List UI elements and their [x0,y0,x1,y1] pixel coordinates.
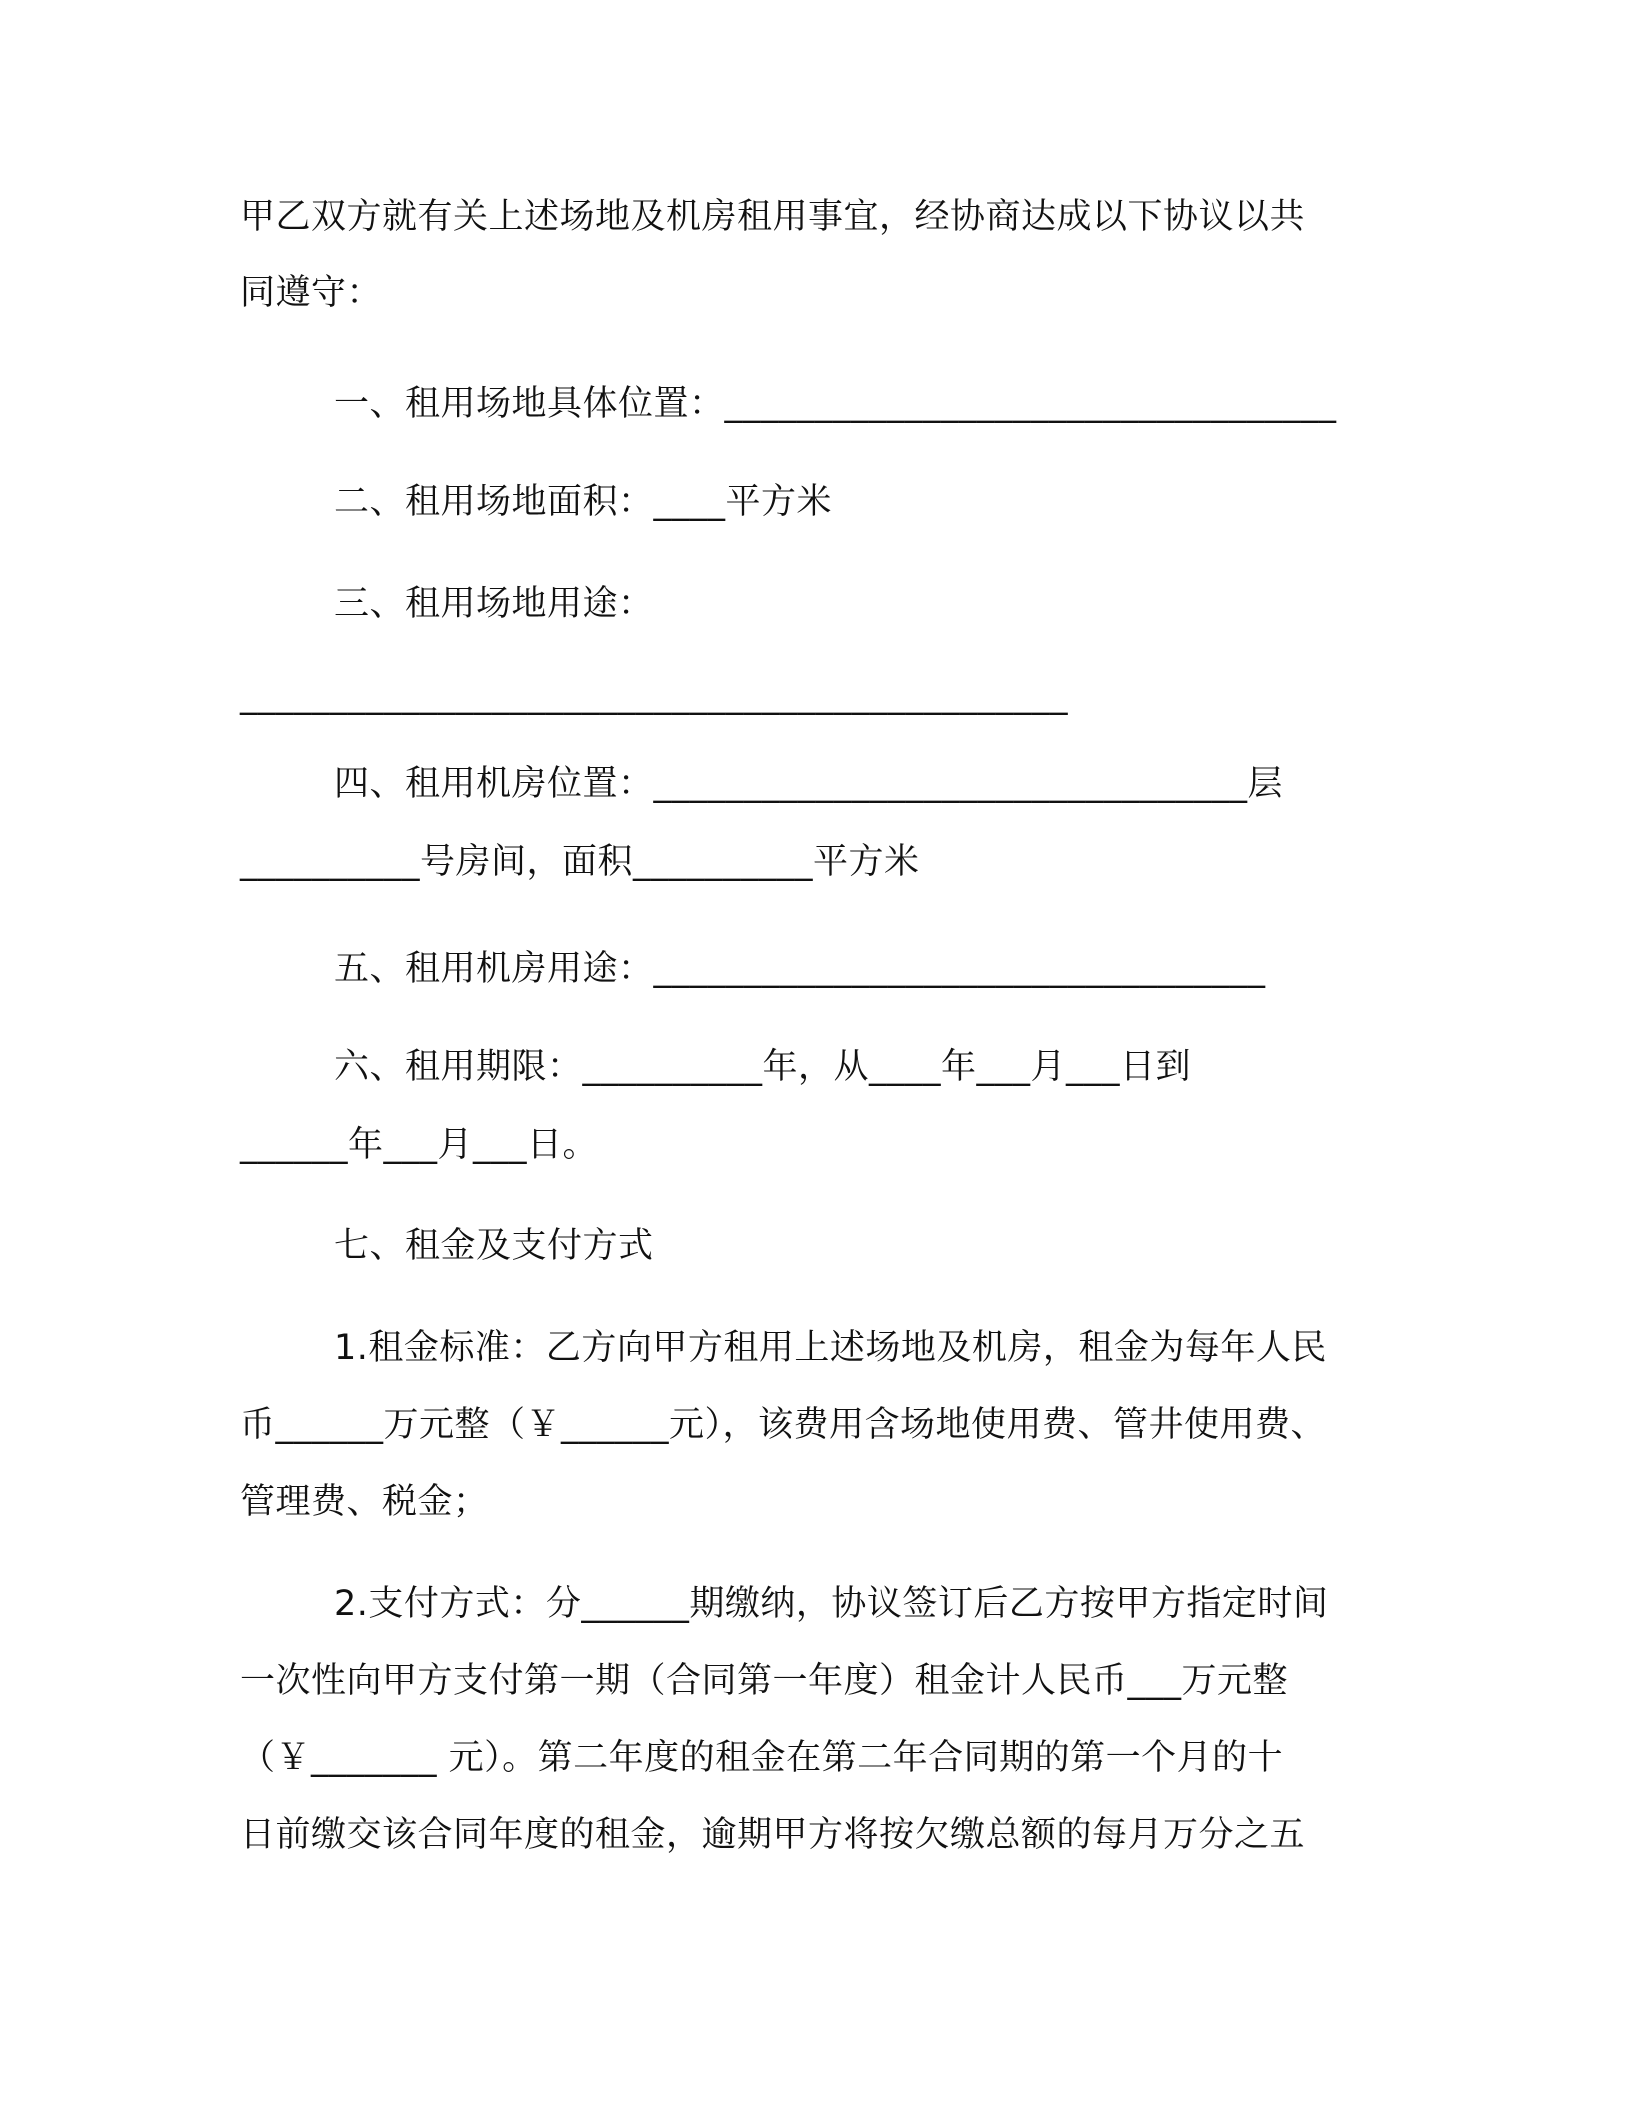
clause-1-site-location: 一、租用场地具体位置：__________________________________ [334,384,1337,424]
item-2-payment-line-3: （￥_______ 元）。第二年度的租金在第二年合同期的第一个月的十 [240,1738,1284,1778]
item-2-payment-line-4: 日前缴交该合同年度的租金，逾期甲方将按欠缴总额的每月万分之五 [240,1815,1306,1855]
item-2-payment-line-1: 2.支付方式：分______期缴纳，协议签订后乙方按甲方指定时间 [334,1584,1329,1624]
paragraph-intro-line-1: 甲乙双方就有关上述场地及机房租用事宜，经协商达成以下协议以共 [240,197,1306,237]
clause-3-site-use: 三、租用场地用途： [334,584,654,624]
clause-7-heading: 七、租金及支付方式 [334,1226,654,1266]
item-2-payment-line-2: 一次性向甲方支付第一期（合同第一年度）租金计人民币___万元整 [240,1661,1289,1701]
item-1-rent-standard-line-1: 1.租金标准：乙方向甲方租用上述场地及机房，租金为每年人民 [334,1328,1327,1368]
clause-6-term-line-2: ______年___月___日。 [240,1125,599,1165]
item-1-rent-standard-line-3: 管理费、税金； [240,1482,489,1522]
item-1-rent-standard-line-2: 币______万元整（￥______元），该费用含场地使用费、管井使用费、 [240,1405,1327,1445]
clause-5-room-use: 五、租用机房用途：__________________________________ [334,949,1266,989]
clause-4-room-location-line-1: 四、租用机房位置：_________________________________层 [334,764,1284,804]
clause-3-blank-line: ______________________________________________ [240,676,1068,716]
paragraph-intro-line-2: 同遵守： [240,273,383,313]
clause-6-term-line-1: 六、租用期限：__________年，从____年___月___日到 [334,1047,1192,1087]
clause-4-room-location-line-2: __________号房间，面积__________平方米 [240,842,920,882]
clause-2-site-area: 二、租用场地面积：____平方米 [334,482,833,522]
